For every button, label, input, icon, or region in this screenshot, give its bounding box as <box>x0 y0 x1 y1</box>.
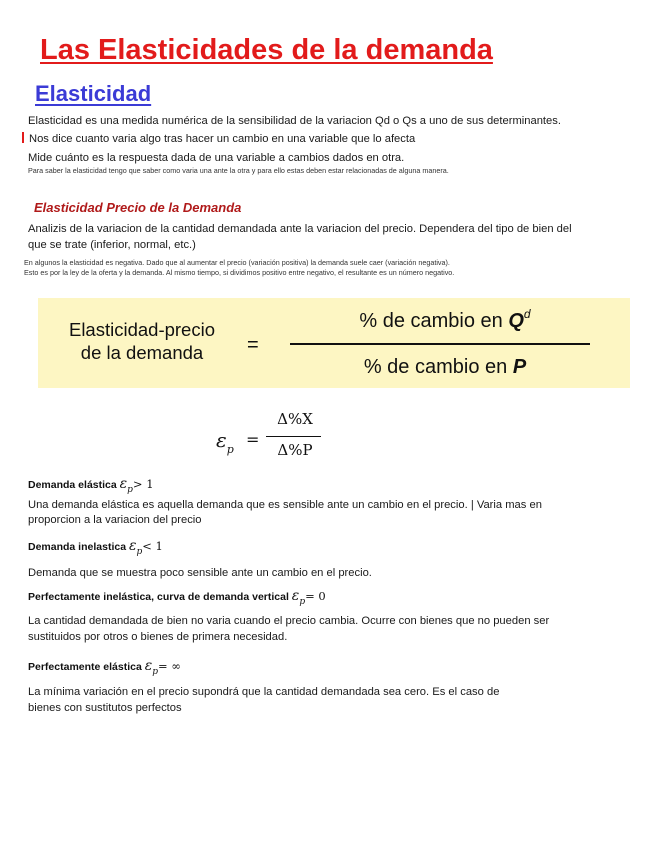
type-elastic-heading-text: Demanda elástica <box>28 479 117 491</box>
section-line-1: Analizis de la variacion de la cantidad demandada ante la variacion del precio. Dependera del tipo de bien del <box>28 223 572 235</box>
section-title: Elasticidad Precio de la Demanda <box>34 200 242 215</box>
type-perfect-inelastic-epsilon: ε <box>291 588 300 604</box>
section-note-1: En algunos la elasticidad es negativa. Dado que al aumentar el precio (variación positiva) la demanda suele caer (variación negativa). <box>24 258 450 267</box>
formula-denominator: Δ%P <box>277 441 313 459</box>
type-inelastic-epsilon: ε <box>128 538 137 554</box>
type-inelastic-text-1: Demanda que se muestra poco sensible ante un cambio en el precio. <box>28 567 372 579</box>
intro-line-2-text: Nos dice cuanto varia algo tras hacer un cambio en una variable que lo afecta <box>29 133 416 145</box>
numerator-sup: d <box>523 307 531 321</box>
type-perfect-elastic-condition: = ∞ <box>158 659 181 673</box>
type-perfect-inelastic-text-2: sustituidos por otros o bienes de primera necesidad. <box>28 631 288 643</box>
formula-epsilon <box>216 428 234 456</box>
type-perfect-elastic-heading <box>28 658 181 677</box>
type-perfect-elastic-subscript: p <box>152 667 159 677</box>
formula-box-left-line-2: de la demanda <box>80 342 204 363</box>
section-note-2: Esto es por la ley de la oferta y la demanda. Al mismo tiempo, si dividimos positivo entre negativo, el resultante es un número negativo. <box>24 268 455 277</box>
epsilon-subscript: p <box>226 443 234 456</box>
type-elastic-text-2: proporcion a la variacion del precio <box>28 514 202 526</box>
formula-box-numerator <box>325 307 565 333</box>
formula-numerator: Δ%X <box>277 410 313 428</box>
formula-box-denominator <box>325 356 565 379</box>
epsilon-symbol: ε <box>216 428 227 452</box>
subtitle-elasticidad: Elasticidad <box>35 81 152 106</box>
formula-box-left <box>52 318 232 364</box>
formula-equals: = <box>246 430 260 449</box>
type-elastic-epsilon: ε <box>119 476 128 492</box>
type-elastic-condition: > 1 <box>132 477 154 491</box>
type-perfect-elastic-heading-text: Perfectamente elástica <box>28 661 142 673</box>
type-perfect-elastic-epsilon: ε <box>144 658 153 674</box>
denominator-text: % de cambio en <box>363 356 513 378</box>
page-title: Las Elasticidades de la demanda <box>40 34 493 66</box>
type-perfect-inelastic-subscript: p <box>299 597 306 607</box>
type-inelastic-heading <box>28 538 163 557</box>
type-perfect-elastic-text-2: bienes con sustitutos perfectos <box>28 702 182 714</box>
type-elastic-text-1: Una demanda elástica es aquella demanda que es sensible ante un cambio en el precio. | Varia mas en <box>28 499 542 511</box>
numerator-var: Q <box>508 310 524 332</box>
formula-box-equals: = <box>247 334 259 356</box>
intro-line-4: Para saber la elasticidad tengo que saber como varia una ante la otra y para ello estas deben estar relacionadas de alguna manera. <box>28 166 449 175</box>
formula-fraction-line <box>266 436 321 437</box>
type-inelastic-heading-text: Demanda inelastica <box>28 541 127 553</box>
intro-line-1: Elasticidad es una medida numérica de la sensibilidad de la variacion Qd o Qs a uno de sus determinantes. <box>28 115 561 127</box>
type-perfect-elastic-text-1: La mínima variación en el precio supondrá que la cantidad demandada sea cero. Es el caso de <box>28 686 500 698</box>
type-inelastic-subscript: p <box>136 547 143 557</box>
formula-box-fraction-line <box>290 343 590 345</box>
type-perfect-inelastic-text-1: La cantidad demandada de bien no varia cuando el precio cambia. Ocurre con bienes que no pueden ser <box>28 615 550 627</box>
type-perfect-inelastic-condition: = 0 <box>305 589 326 603</box>
type-perfect-inelastic-heading-text: Perfectamente inelástica, curva de demanda vertical <box>28 591 289 603</box>
intro-line-3: Mide cuánto es la respuesta dada de una variable a cambios dados en otra. <box>28 152 405 164</box>
numerator-text: % de cambio en <box>359 310 509 332</box>
type-perfect-inelastic-heading <box>28 588 326 607</box>
formula-box-left-line-1: Elasticidad-precio <box>68 319 215 340</box>
section-line-2: que se trate (inferior, normal, etc.) <box>28 239 196 251</box>
type-inelastic-condition: < 1 <box>142 539 163 553</box>
intro-line-2 <box>22 132 415 146</box>
type-elastic-subscript: p <box>127 485 133 495</box>
denominator-var: P <box>512 356 527 378</box>
type-elastic-heading <box>28 476 154 495</box>
cursor-mark <box>22 132 24 143</box>
